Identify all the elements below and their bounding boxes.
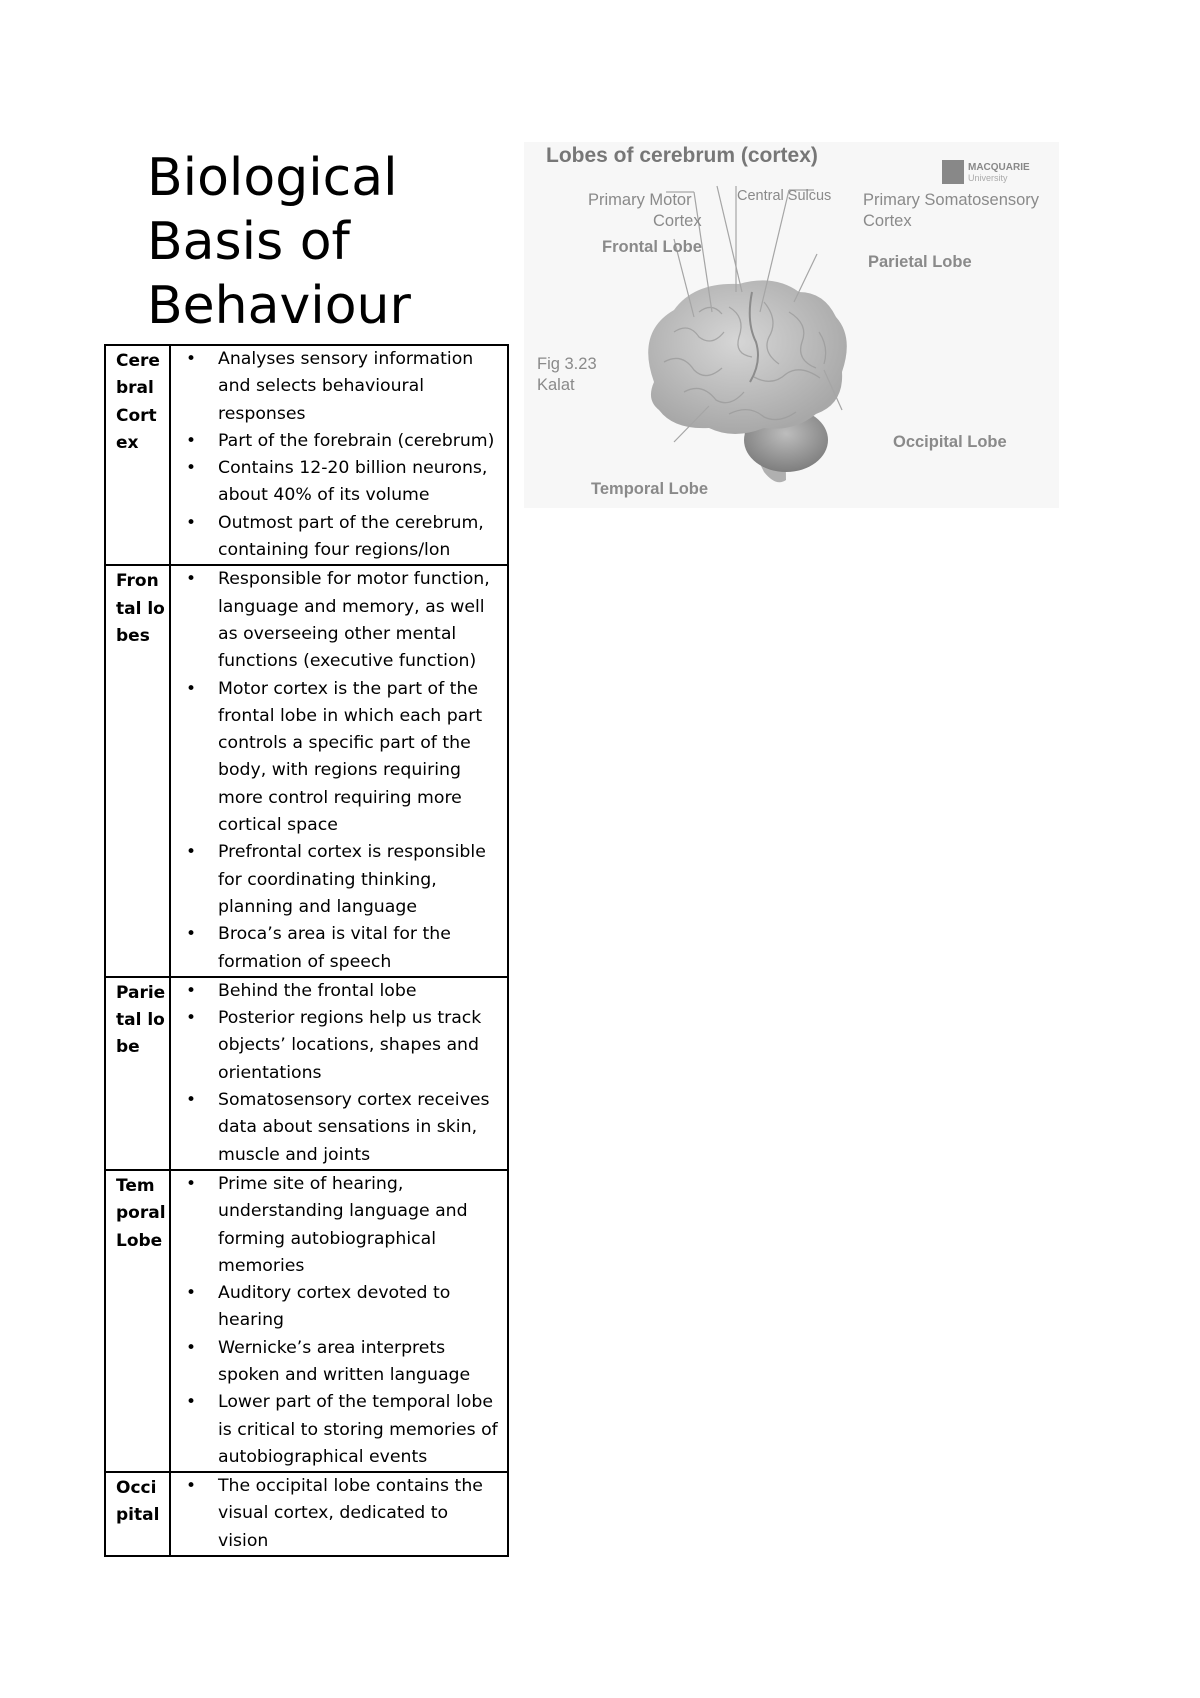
label-primary-motor-line2: Cortex (653, 212, 702, 230)
bullet-point: • Responsible for motor function, language and memory, as well as overseeing other mental functions (executive function) (171, 566, 501, 675)
logo-name: MACQUARIE (968, 162, 1030, 173)
brain-lobes-table (104, 344, 509, 1557)
lobe-points-cell (170, 977, 508, 1170)
label-parietal-lobe: Parietal Lobe (868, 253, 972, 271)
lobe-name-cell: Occipital (105, 1472, 170, 1556)
title-line-1: Biological (147, 148, 398, 208)
label-central-sulcus: Central Sulcus (737, 188, 832, 204)
bullet-point: • Prime site of hearing, understanding language and forming autobiographical memories (171, 1171, 501, 1280)
label-occipital-lobe: Occipital Lobe (893, 433, 1007, 451)
title-line-2: Basis of (147, 212, 350, 272)
lobe-row (105, 977, 508, 1170)
crest-icon (942, 160, 964, 184)
label-somatosensory-line2: Cortex (863, 212, 912, 230)
label-fig-ref: Fig 3.23 (537, 355, 597, 373)
bullet-point: • Posterior regions help us track objects’ locations, shapes and orientations (171, 1005, 501, 1087)
label-frontal-lobe: Frontal Lobe (602, 238, 702, 256)
bullet-point: • Broca’s area is vital for the formation of speech (171, 921, 501, 976)
bullet-list (171, 1473, 501, 1555)
lobes-figure (524, 142, 1059, 508)
bullet-point: • Analyses sensory information and selects behavioural responses (171, 346, 501, 428)
lobe-row (105, 1472, 508, 1556)
bullet-point: • The occipital lobe contains the visual cortex, dedicated to vision (171, 1473, 501, 1555)
bullet-point: • Part of the forebrain (cerebrum) (171, 428, 501, 455)
bullet-point: • Wernicke’s area interprets spoken and written language (171, 1335, 501, 1390)
lobe-name-cell: Cerebral Cortex (105, 345, 170, 565)
title-line-3: Behaviour (147, 276, 411, 336)
lobe-points-cell (170, 565, 508, 976)
notes-table-body (105, 345, 508, 1556)
bullet-point: • Auditory cortex devoted to hearing (171, 1280, 501, 1335)
label-somatosensory: Primary Somatosensory (863, 191, 1040, 209)
lobe-points-cell (170, 345, 508, 565)
cerebrum-shape (648, 280, 847, 434)
lobe-name-cell: Parietal lobe (105, 977, 170, 1170)
bullet-list (171, 346, 501, 564)
figure-title: Lobes of cerebrum (cortex) (546, 144, 818, 167)
label-fig-author: Kalat (537, 376, 575, 394)
lobe-row (105, 345, 508, 565)
lobe-points-cell (170, 1170, 508, 1472)
bullet-point: • Outmost part of the cerebrum, containing four regions/lon (171, 510, 501, 565)
bullet-list (171, 566, 501, 975)
lobe-row (105, 1170, 508, 1472)
bullet-point: • Lower part of the temporal lobe is critical to storing memories of autobiographical events (171, 1389, 501, 1471)
bullet-point: • Motor cortex is the part of the frontal lobe in which each part controls a specific part of the body, with regions requiring more control requiring more cortical space (171, 676, 501, 840)
label-primary-motor: Primary Motor (588, 191, 692, 209)
lobe-name-cell: Frontal lobes (105, 565, 170, 976)
bullet-point: • Behind the frontal lobe (171, 978, 501, 1005)
bullet-point: • Somatosensory cortex receives data about sensations in skin, muscle and joints (171, 1087, 501, 1169)
bullet-point: • Contains 12-20 billion neurons, about 40% of its volume (171, 455, 501, 510)
bullet-point: • Prefrontal cortex is responsible for coordinating thinking, planning and language (171, 839, 501, 921)
logo-sub: University (968, 173, 1008, 183)
lobe-row (105, 565, 508, 976)
lobe-points-cell (170, 1472, 508, 1556)
page-title (147, 146, 507, 338)
bullet-list (171, 978, 501, 1169)
label-temporal-lobe: Temporal Lobe (591, 480, 709, 498)
bullet-list (171, 1171, 501, 1471)
macquarie-logo (942, 160, 1042, 186)
lobe-name-cell: Temporal Lobe (105, 1170, 170, 1472)
